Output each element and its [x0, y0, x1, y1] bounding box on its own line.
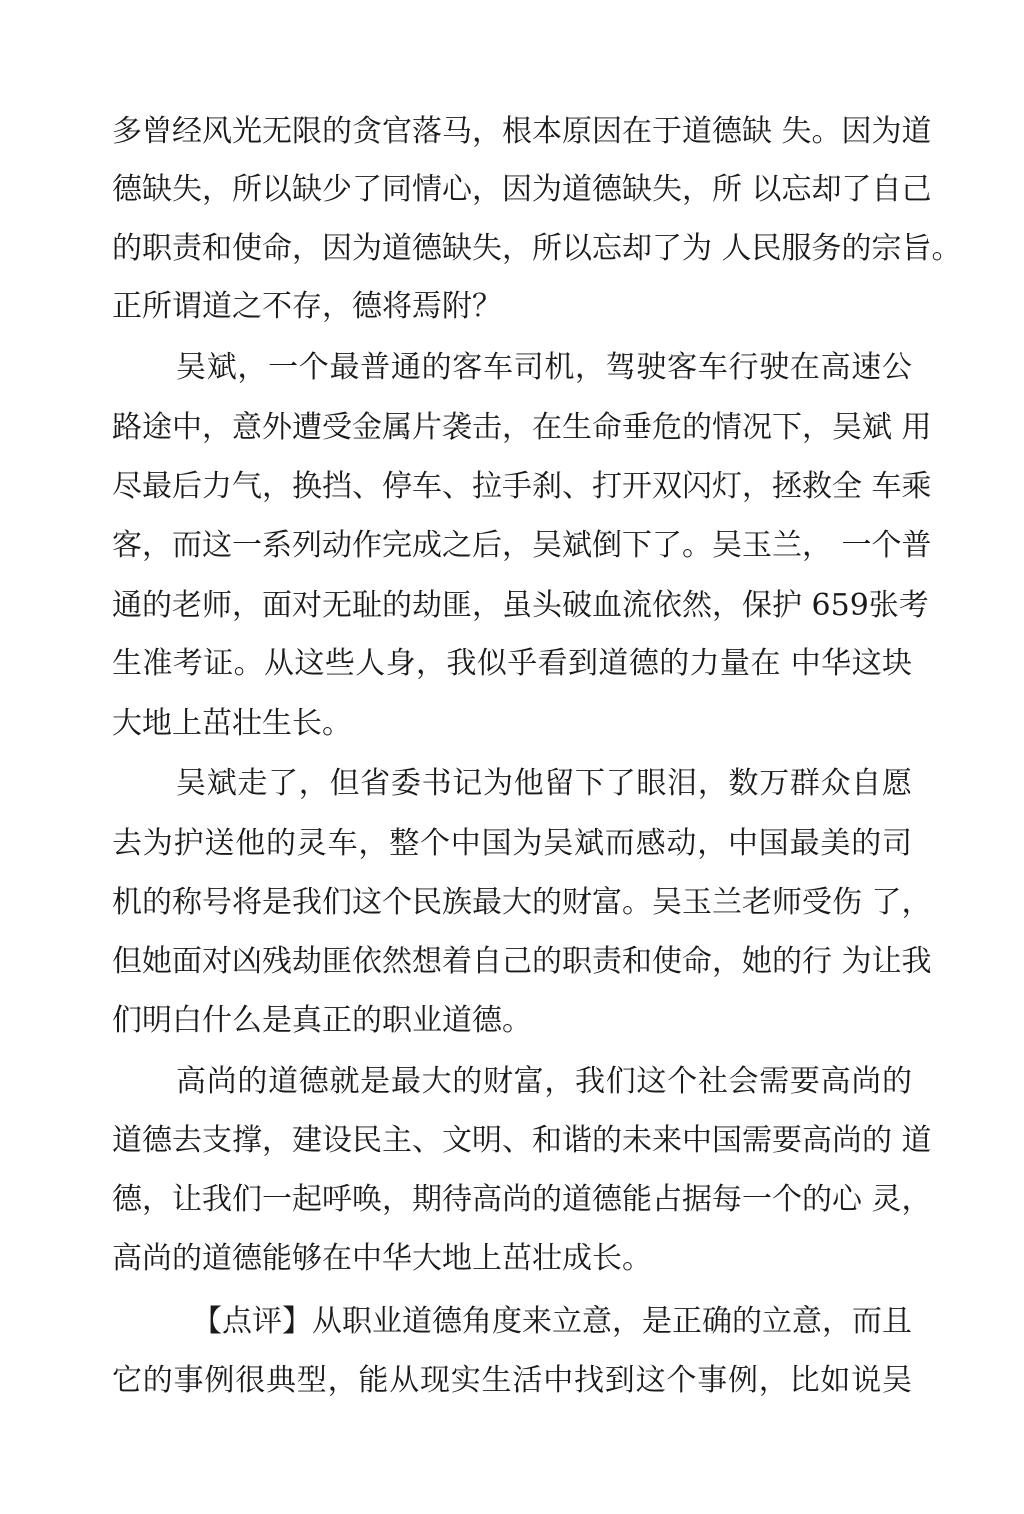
text-line: 路途中，意外遭受金属片袭击，在生命垂危的情况下，吴斌 用 — [112, 410, 932, 445]
text-line: 但她面对凶残劫匪依然想着自己的职责和使命，她的行 为让我 — [112, 944, 932, 979]
text-line: 们明白什么是真正的职业道德。 — [112, 1003, 532, 1038]
text-line: 尽最后力气，换挡、停车、拉手刹、打开双闪灯，拯救全 车乘 — [112, 469, 932, 504]
paragraph-first-line: 吴斌，一个最普通的客车司机，驾驶客车行驶在高速公 — [176, 350, 912, 385]
text-line: 德，让我们一起呼唤，期待高尚的道德能占据每一个的心 灵， — [112, 1182, 932, 1217]
text-line: 道德去支撑，建设民主、文明、和谐的未来中国需要高尚的 道 — [112, 1123, 932, 1158]
comment-first-line: 【点评】从职业道德角度来立意，是正确的立意，而且 — [192, 1304, 912, 1339]
paragraph-first-line: 高尚的道德就是最大的财富，我们这个社会需要高尚的 — [176, 1064, 912, 1099]
text-line: 德缺失，所以缺少了同情心，因为道德缺失，所 以忘却了自己 — [112, 172, 932, 207]
text-line: 高尚的道德能够在中华大地上茁壮成长。 — [112, 1241, 652, 1276]
text-line: 大地上茁壮生长。 — [112, 706, 352, 741]
paragraph-first-line: 吴斌走了，但省委书记为他留下了眼泪，数万群众自愿 — [176, 766, 912, 801]
text-line: 多曾经风光无限的贪官落马，根本原因在于道德缺 失。因为道 — [112, 114, 932, 149]
text-line: 机的称号将是我们这个民族最大的财富。吴玉兰老师受伤 了， — [112, 885, 932, 920]
text-line: 生准考证。从这些人身，我似乎看到道德的力量在 中华这块 — [112, 646, 912, 681]
text-line: 通的老师，面对无耻的劫匪，虽头破血流依然，保护 659张考 — [112, 588, 929, 623]
text-line: 它的事例很典型，能从现实生活中找到这个事例，比如说吴 — [112, 1363, 912, 1398]
text-line: 客，而这一系列动作完成之后，吴斌倒下了。吴玉兰， 一个普 — [112, 528, 932, 563]
text-line: 正所谓道之不存，德将焉附？ — [112, 289, 502, 324]
text-line: 去为护送他的灵车，整个中国为吴斌而感动，中国最美的司 — [112, 826, 912, 861]
text-line: 的职责和使命，因为道德缺失，所以忘却了为 人民服务的宗旨。 — [112, 231, 962, 266]
